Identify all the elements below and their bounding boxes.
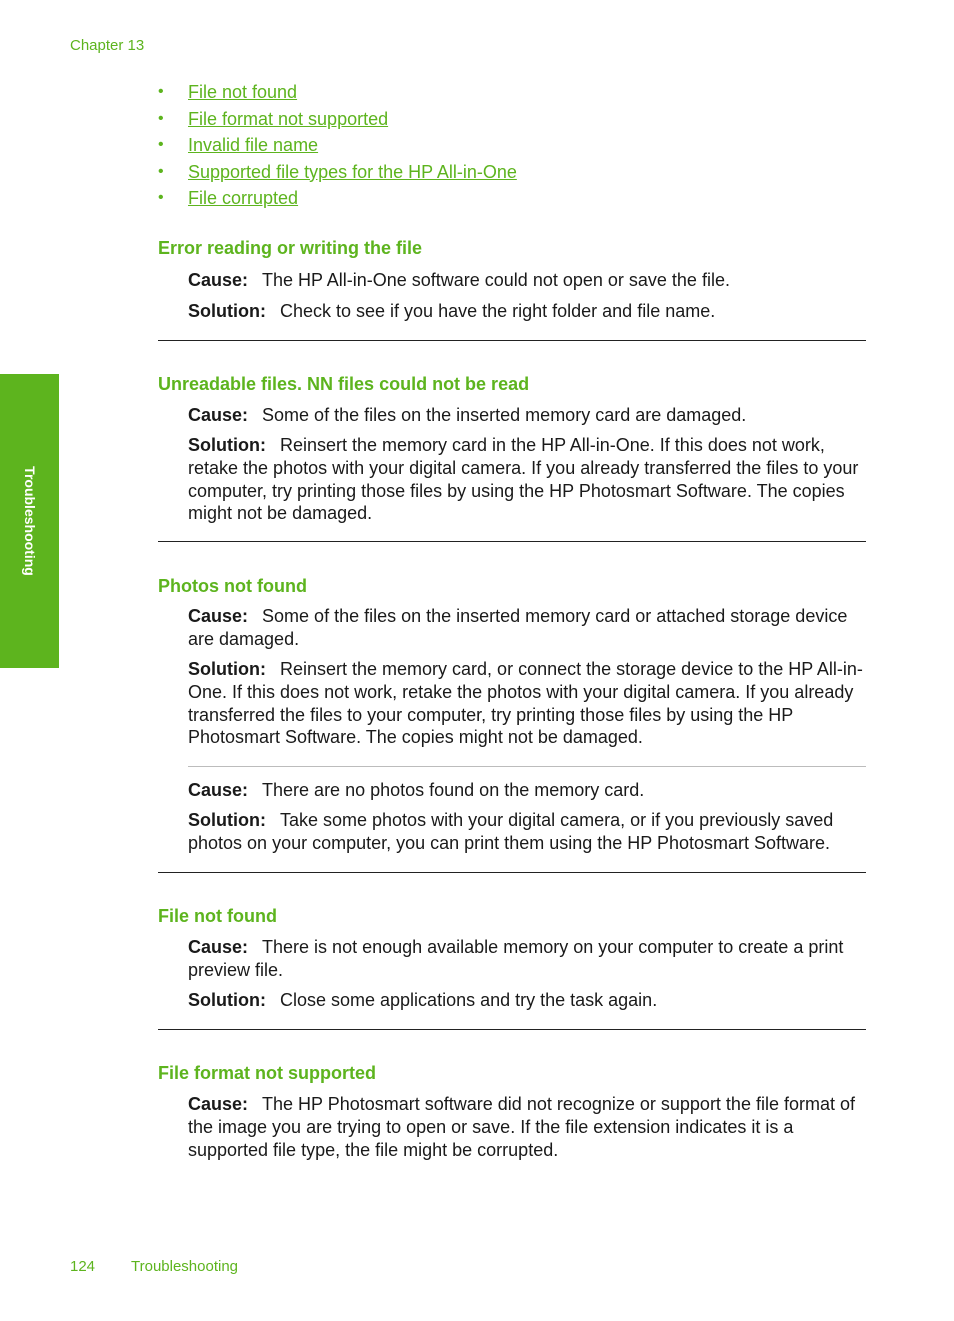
link-file-corrupted[interactable]: File corrupted xyxy=(188,188,299,208)
cause-label: Cause: xyxy=(188,1094,249,1114)
cause-paragraph xyxy=(188,404,868,427)
cause-label: Cause: xyxy=(188,937,249,957)
bullet-icon: • xyxy=(158,162,164,180)
cause-label: Cause: xyxy=(188,606,249,626)
footer-section-title: Troubleshooting xyxy=(131,1258,239,1275)
cause-paragraph xyxy=(188,779,868,802)
solution-label: Solution: xyxy=(188,990,266,1010)
link-invalid-file-name[interactable]: Invalid file name xyxy=(188,135,319,155)
link-file-not-found[interactable]: File not found xyxy=(188,82,298,102)
section-divider xyxy=(158,872,866,873)
cause-paragraph xyxy=(188,1093,868,1161)
cause-paragraph xyxy=(188,269,868,292)
section-heading-unreadable: Unreadable files. NN files could not be read xyxy=(158,374,530,394)
solution-paragraph xyxy=(188,434,868,525)
section-heading-error-reading: Error reading or writing the file xyxy=(158,238,423,258)
bullet-icon: • xyxy=(158,83,164,100)
bullet-icon: • xyxy=(158,136,164,153)
cause-text: The HP All-in-One software could not open or save the file. xyxy=(262,270,730,290)
cause-label: Cause: xyxy=(188,270,249,290)
side-tab xyxy=(0,374,59,668)
solution-paragraph xyxy=(188,300,868,323)
chapter-label: Chapter 13 xyxy=(70,37,145,54)
cause-paragraph xyxy=(188,936,868,982)
section-heading-file-not-found: File not found xyxy=(158,906,277,926)
link-supported-file-types[interactable]: Supported file types for the HP All-in-One xyxy=(188,161,517,182)
link-file-format-not-supported[interactable]: File format not supported xyxy=(188,108,389,129)
cause-text: There is not enough available memory on your computer to create a print preview file. xyxy=(188,937,844,980)
bullet-icon: • xyxy=(158,189,164,206)
solution-text: Take some photos with your digital camera, or if you previously saved photos on your computer, you can print them using the HP Photosmart Software. xyxy=(188,810,834,853)
section-divider xyxy=(158,340,866,341)
solution-text: Check to see if you have the right folder and file name. xyxy=(279,301,716,321)
page-number: 124 xyxy=(70,1258,96,1275)
bullet-icon: • xyxy=(158,109,164,127)
solution-paragraph xyxy=(188,658,868,749)
section-heading-file-format: File format not supported xyxy=(158,1063,376,1083)
cause-text: There are no photos found on the memory card. xyxy=(262,780,645,800)
solution-paragraph xyxy=(188,809,868,855)
cause-text: Some of the files on the inserted memory card are damaged. xyxy=(262,405,747,425)
cause-text: Some of the files on the inserted memory card or attached storage device are damaged. xyxy=(188,606,848,649)
section-heading-photos-not-found: Photos not found xyxy=(158,576,307,596)
cause-label: Cause: xyxy=(188,405,249,425)
solution-text: Reinsert the memory card, or connect the storage device to the HP All-in-One. If this does not work, retake the photos with your digital camera. If you already transferred the files to your computer, try printing those files by using the HP Photosmart Software. The copies might not be damaged. xyxy=(188,659,863,748)
solution-label: Solution: xyxy=(188,435,266,455)
section-divider xyxy=(158,541,866,542)
solution-label: Solution: xyxy=(188,659,266,679)
solution-paragraph xyxy=(188,989,868,1012)
cause-label: Cause: xyxy=(188,780,249,800)
solution-text: Close some applications and try the task again. xyxy=(279,990,658,1010)
section-divider xyxy=(158,1029,866,1030)
solution-label: Solution: xyxy=(188,810,266,830)
side-tab-label: Troubleshooting xyxy=(21,466,38,576)
solution-text: Reinsert the memory card in the HP All-in-One. If this does not work, retake the photos with your digital camera. If you already transferred the files to your computer, try printing those files by using the HP Photosmart Software. The copies might not be damaged. xyxy=(188,435,859,524)
cause-text: The HP Photosmart software did not recognize or support the file format of the image you are trying to open or save. If the file extension indicates it is a supported file type, the file might be corrupted. xyxy=(188,1094,855,1160)
cause-paragraph xyxy=(188,605,868,651)
subsection-divider xyxy=(188,766,866,767)
solution-label: Solution: xyxy=(188,301,266,321)
